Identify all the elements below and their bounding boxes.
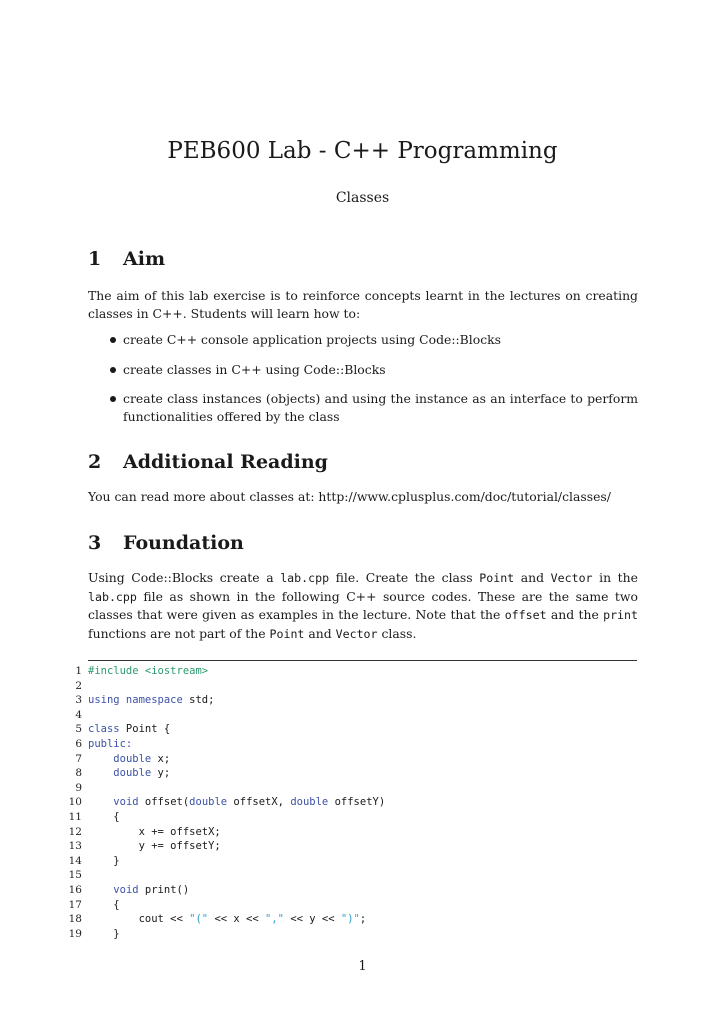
code-text: y; xyxy=(151,767,171,780)
line-number: 3 xyxy=(75,694,82,707)
line-number: 6 xyxy=(75,737,82,750)
code-text: { xyxy=(88,898,120,911)
code-keyword: double xyxy=(113,752,152,765)
line-number: 8 xyxy=(75,767,82,780)
code-keyword: class xyxy=(88,723,120,736)
section-number: 1 xyxy=(88,248,102,270)
code-keyword: void xyxy=(113,883,139,896)
code-keyword: double xyxy=(290,796,329,809)
code-string: "(" xyxy=(189,913,209,926)
code-text: std; xyxy=(182,694,215,707)
code-line xyxy=(60,839,640,854)
code-keyword: double xyxy=(113,767,152,780)
line-number: 7 xyxy=(75,752,82,765)
code-line xyxy=(60,693,640,708)
code-text: y += offsetY; xyxy=(88,840,221,853)
aim-bullet-list xyxy=(88,331,638,437)
inline-code: Vector xyxy=(550,571,593,585)
code-line xyxy=(60,766,640,781)
line-number: 5 xyxy=(75,723,82,736)
list-item-text: create class instances (objects) and using the instance as an interface to perform functionalities offered by the class xyxy=(123,391,638,424)
code-text xyxy=(88,753,113,765)
inline-code: lab.cpp xyxy=(280,571,330,585)
code-text: offsetY) xyxy=(328,796,386,809)
code-preprocessor: #include <iostream> xyxy=(88,665,209,677)
text-run: class. xyxy=(381,625,417,641)
text-run: Using Code::Blocks create a xyxy=(88,570,274,585)
code-text: ; xyxy=(359,913,367,926)
line-number: 17 xyxy=(68,898,82,911)
line-number: 1 xyxy=(75,665,82,677)
code-string: "," xyxy=(265,913,284,926)
inline-code: offset xyxy=(504,608,547,622)
code-text: { xyxy=(88,810,120,823)
text-run: and the xyxy=(550,607,599,622)
code-line xyxy=(60,781,640,796)
inline-code: print xyxy=(603,608,638,622)
code-line xyxy=(60,912,640,927)
code-keyword: using namespace xyxy=(88,694,183,707)
text-run: and xyxy=(308,625,332,641)
code-listing xyxy=(60,664,640,941)
list-item-text: create classes in C++ using Code::Blocks xyxy=(123,361,386,377)
text-run: and xyxy=(520,570,545,585)
text-run: functions are not part of the xyxy=(88,625,266,641)
inline-code: Vector xyxy=(335,626,378,641)
section-title: Aim xyxy=(123,248,166,270)
list-item-text: create C++ console application projects using Code::Blocks xyxy=(123,332,502,347)
code-text: cout << xyxy=(88,913,190,926)
bullet-icon xyxy=(110,367,116,373)
code-keyword: public: xyxy=(88,737,133,750)
reading-paragraph: You can read more about classes at: http://www.cplusplus.com/doc/tutorial/classes/ xyxy=(88,489,611,504)
code-text xyxy=(88,884,113,896)
list-item xyxy=(88,361,638,379)
code-text xyxy=(88,767,113,779)
section-number: 2 xyxy=(88,451,102,473)
text-run: file as shown in the following C++ source codes. These are the same two classes that were given as examples in the lecture. Note that the xyxy=(88,588,638,622)
code-line xyxy=(60,752,640,767)
line-number: 2 xyxy=(75,679,82,692)
line-number: 10 xyxy=(68,796,82,809)
inline-code: Point xyxy=(479,571,515,585)
code-line xyxy=(60,664,640,679)
code-line xyxy=(60,679,640,694)
code-keyword: double xyxy=(189,796,228,809)
foundation-paragraph xyxy=(88,569,638,643)
section-heading-aim xyxy=(88,248,648,270)
text-run: in the xyxy=(599,570,638,585)
page-number: 1 xyxy=(358,959,367,974)
code-text: Point { xyxy=(119,723,171,736)
code-text: offset( xyxy=(138,796,190,809)
code-text: } xyxy=(88,854,120,867)
code-line xyxy=(60,927,640,942)
code-line xyxy=(60,868,640,883)
code-keyword: void xyxy=(113,796,139,809)
code-text: x; xyxy=(151,752,171,765)
line-number: 16 xyxy=(68,883,82,896)
line-number: 19 xyxy=(68,927,82,940)
line-number: 9 xyxy=(75,781,82,794)
code-line xyxy=(60,737,640,752)
page-title: PEB600 Lab - C++ Programming xyxy=(167,138,558,164)
section-heading-foundation xyxy=(88,532,648,554)
bullet-icon xyxy=(110,396,116,402)
code-text: } xyxy=(88,927,120,940)
aim-paragraph: The aim of this lab exercise is to reinforce concepts learnt in the lectures on creating classes in C++. Students will learn how to: xyxy=(88,288,638,321)
code-line xyxy=(60,854,640,869)
code-line xyxy=(60,810,640,825)
bullet-icon xyxy=(110,337,116,343)
page-subtitle: Classes xyxy=(335,190,390,206)
code-text: << x << xyxy=(208,913,266,926)
code-string: ")" xyxy=(340,913,360,926)
code-line xyxy=(60,722,640,737)
text-run: file. Create the class xyxy=(335,570,473,585)
code-listing-divider xyxy=(88,660,637,661)
code-text xyxy=(88,796,113,808)
code-text: print() xyxy=(138,883,190,896)
code-line xyxy=(60,898,640,913)
code-text: x += offsetX; xyxy=(88,825,221,838)
line-number: 4 xyxy=(75,708,82,721)
section-title: Foundation xyxy=(123,532,244,554)
code-line xyxy=(60,825,640,840)
code-text: << y << xyxy=(284,913,341,926)
code-line xyxy=(60,795,640,810)
code-line xyxy=(60,883,640,898)
line-number: 14 xyxy=(68,854,82,867)
list-item xyxy=(88,390,638,425)
line-number: 11 xyxy=(68,810,82,823)
line-number: 18 xyxy=(68,913,82,926)
line-number: 12 xyxy=(68,825,82,838)
code-line xyxy=(60,708,640,723)
section-title: Additional Reading xyxy=(123,451,328,473)
inline-code: Point xyxy=(269,626,305,641)
section-heading-additional-reading xyxy=(88,451,648,473)
code-text: offsetX, xyxy=(227,796,291,809)
inline-code: lab.cpp xyxy=(88,589,137,604)
line-number: 13 xyxy=(68,840,82,853)
line-number: 15 xyxy=(68,869,82,882)
list-item xyxy=(88,331,638,349)
section-number: 3 xyxy=(88,532,102,554)
